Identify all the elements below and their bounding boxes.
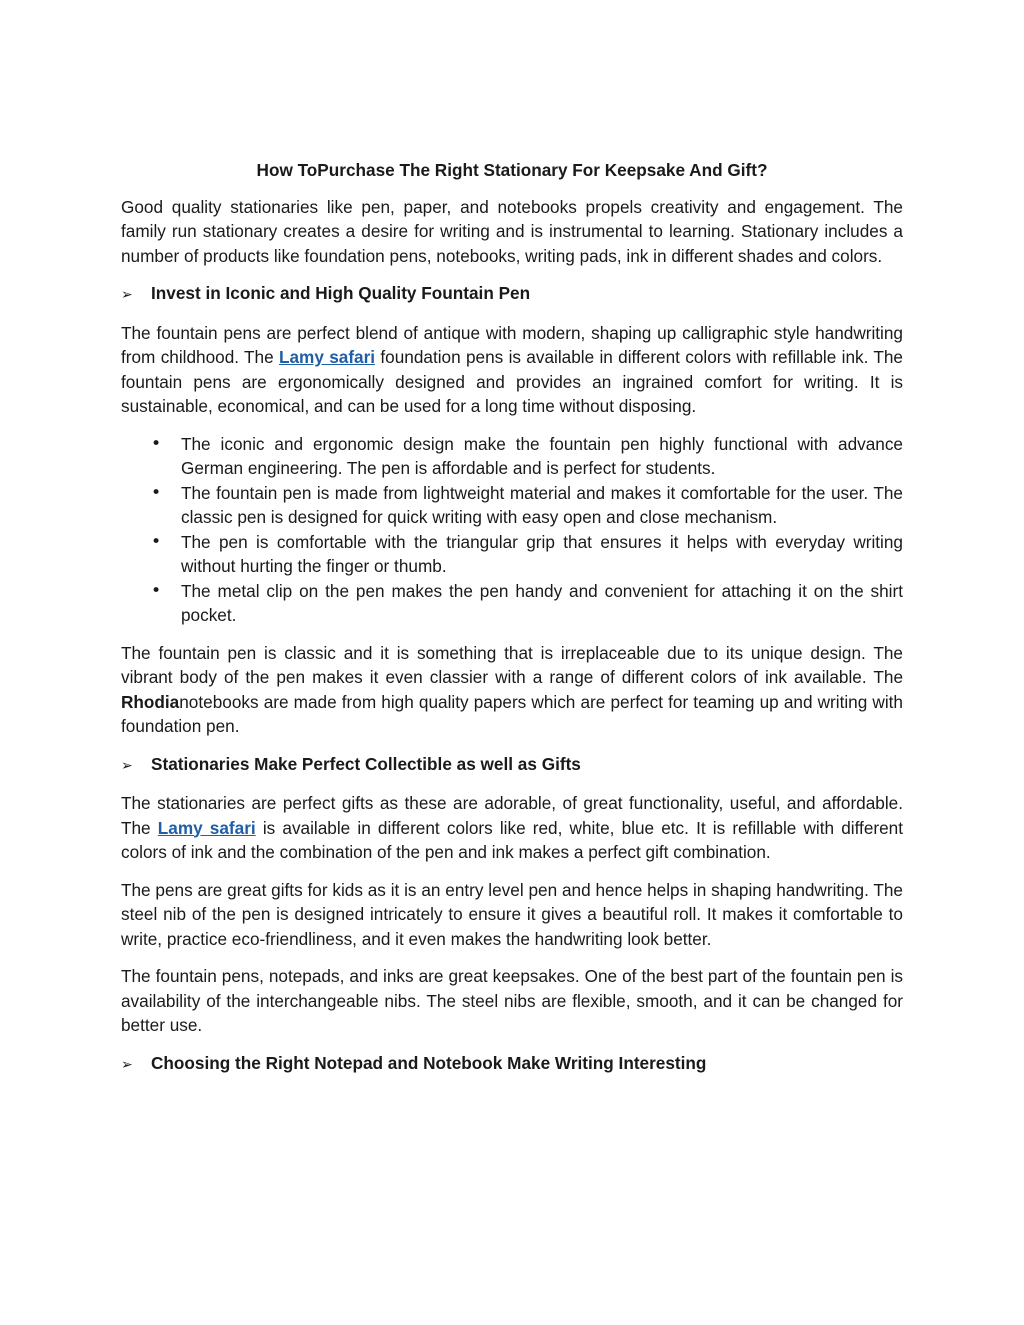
bullet-dot-icon: • [151,482,162,503]
section-heading-collectible-gifts [121,752,903,779]
paragraph-text: is available in different colors like red, white, blue etc. It is refillable with different colors of ink and the combination of the pen and ink makes a perfect gift combination. [121,817,903,862]
document-page [121,158,903,1090]
arrow-bullet-icon: ➢ [121,287,133,303]
list-item [151,530,903,579]
rhodia-paragraph [121,641,903,739]
list-item [151,481,903,530]
fountain-pen-paragraph [121,321,903,419]
list-item-text: The metal clip on the pen makes the pen handy and convenient for attaching it on the shirt pocket. [181,580,903,625]
section-heading-fountain-pen [121,281,903,308]
gifts-paragraph [121,791,903,865]
keepsakes-paragraph: The fountain pens, notepads, and inks are great keepsakes. One of the best part of the fountain pen is availability of the interchangeable nibs. The steel nibs are flexible, smooth, and it can be changed for better use. [121,966,903,1035]
document-title: How ToPurchase The Right Stationary For Keepsake And Gift? [256,160,768,180]
list-item-text: The iconic and ergonomic design make the fountain pen highly functional with advance German engineering. The pen is affordable and is perfect for students. [181,433,903,478]
intro-paragraph: Good quality stationaries like pen, paper, and notebooks propels creativity and engagement. The family run stationary creates a desire for writing and is instrumental to learning. Stationary includes a number of products like foundation pens, notebooks, writing pads, ink in different shades and colors. [121,196,903,266]
section-heading-notepad-notebook [121,1051,903,1078]
rhodia-bold-text: Rhodia [121,691,180,712]
feature-bullet-list [121,432,903,628]
arrow-bullet-icon: ➢ [121,1056,133,1073]
section-heading-label: Stationaries Make Perfect Collectible as well as Gifts [151,753,581,774]
section-heading-label: Invest in Iconic and High Quality Fountain Pen [151,283,531,303]
bullet-dot-icon: • [151,433,162,454]
paragraph-text: foundation pens is available in different colors with refillable ink. The fountain pens are ergonomically designed and provides an ingrained comfort for writing. It is sustainable, economical, and can be used for a long time without disposing. [121,347,903,416]
section-heading-label: Choosing the Right Notepad and Notebook Make Writing Interesting [151,1052,707,1073]
list-item [151,432,903,481]
paragraph-text: The stationaries are perfect gifts as these are adorable, of great functionality, useful, and affordable. The [121,793,903,838]
kids-gifts-paragraph: The pens are great gifts for kids as it is an entry level pen and hence helps in shaping handwriting. The steel nib of the pen is designed intricately to ensure it gives a beautiful roll. It makes it comfortable to write, practice eco-friendliness, and it even makes the handwriting look better. [121,879,903,949]
list-item [151,579,903,628]
list-item-text: The fountain pen is made from lightweight material and makes it comfortable for the user. The classic pen is designed for quick writing with easy open and close mechanism. [181,482,903,527]
lamy-safari-link[interactable]: Lamy safari [157,817,256,838]
bullet-dot-icon: • [151,580,162,601]
list-item-text: The pen is comfortable with the triangular grip that ensures it helps with everyday writing without hurting the finger or thumb. [181,531,903,576]
paragraph-text: The fountain pen is classic and it is something that is irreplaceable due to its unique design. The vibrant body of the pen makes it even classier with a range of different colors of ink available. The [121,642,903,687]
lamy-safari-link[interactable]: Lamy safari [279,347,376,367]
arrow-bullet-icon: ➢ [121,757,133,774]
bullet-dot-icon: • [151,531,162,552]
paragraph-text: notebooks are made from high quality papers which are perfect for teaming up and writing with foundation pen. [121,691,903,736]
paragraph-text: The fountain pens are perfect blend of antique with modern, shaping up calligraphic style handwriting from childhood. The [121,322,903,367]
